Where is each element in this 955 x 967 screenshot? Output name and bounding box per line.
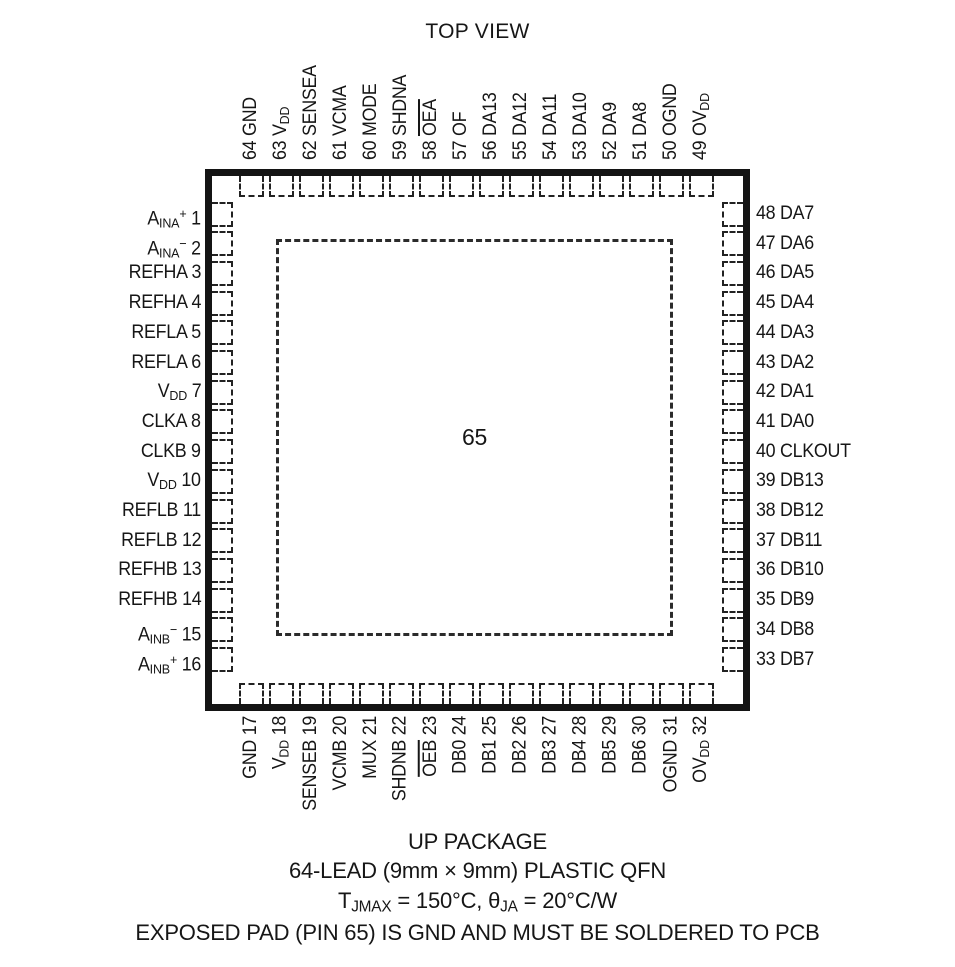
pin-pad-25 (479, 683, 504, 704)
pin-pad-48 (722, 202, 743, 227)
note-package-type: 64-LEAD (9mm × 9mm) PLASTIC QFN (288, 858, 667, 883)
pin-pad-60 (359, 176, 384, 197)
pin-pad-53 (569, 176, 594, 197)
pin-pad-30 (629, 683, 654, 704)
pin-pad-58 (419, 176, 444, 197)
pin-label-60: 60 MODE (360, 83, 381, 160)
pin-label-32: OVDD 32 (690, 716, 712, 783)
pin-pad-13 (212, 558, 233, 583)
pin-pad-61 (329, 176, 354, 197)
pin-pad-12 (212, 528, 233, 553)
pin-label-10: VDD 10 (147, 470, 201, 492)
pin-label-12: REFLB 12 (120, 530, 201, 551)
pin-label-37: 37 DB11 (756, 530, 823, 551)
pin-pad-22 (389, 683, 414, 704)
exposed-pad-number: 65 (462, 424, 487, 450)
pin-label-18: VDD 18 (270, 716, 292, 770)
pin-pad-18 (269, 683, 294, 704)
pin-label-59: 59 SHDNA (390, 74, 411, 160)
pin-pad-35 (722, 588, 743, 613)
pin-label-57: 57 OF (450, 111, 471, 160)
pin-label-17: GND 17 (240, 716, 261, 779)
pin-label-1: AINA+ 1 (147, 206, 201, 231)
pin-pad-24 (449, 683, 474, 704)
pin-pad-62 (299, 176, 324, 197)
pin-pad-38 (722, 499, 743, 524)
pin-pad-64 (239, 176, 264, 197)
diagram-title: TOP VIEW (425, 20, 530, 43)
pin-label-53: 53 DA10 (570, 92, 591, 160)
pin-pad-41 (722, 409, 743, 434)
pin-pad-17 (239, 683, 264, 704)
pin-label-31: OGND 31 (660, 716, 681, 793)
pin-pad-42 (722, 380, 743, 405)
pin-label-51: 51 DA8 (630, 102, 651, 160)
pin-label-39: 39 DB13 (756, 470, 824, 491)
pin-label-19: SENSEB 19 (300, 716, 321, 811)
pin-pad-44 (722, 320, 743, 345)
pin-label-20: VCMB 20 (330, 716, 351, 791)
note-exposed-pad: EXPOSED PAD (PIN 65) IS GND AND MUST BE SOLDERED TO PCB (135, 920, 820, 945)
pin-label-55: 55 DA12 (510, 92, 531, 160)
pin-pad-14 (212, 588, 233, 613)
pin-label-13: REFHB 13 (117, 559, 201, 580)
pin-label-56: 56 DA13 (480, 92, 501, 160)
pin-pad-9 (212, 439, 233, 464)
pin-label-61: 61 VCMA (330, 85, 351, 160)
pin-pad-47 (722, 231, 743, 256)
pin-label-54: 54 DA11 (540, 93, 561, 160)
pin-label-28: DB4 28 (570, 716, 591, 774)
pin-label-25: DB1 25 (480, 716, 501, 774)
pin-label-27: DB3 27 (540, 716, 561, 774)
pin-pad-52 (599, 176, 624, 197)
pin-pad-55 (509, 176, 534, 197)
pin-label-48: 48 DA7 (756, 203, 814, 224)
pin-label-24: DB0 24 (450, 716, 471, 774)
pin-label-21: MUX 21 (360, 716, 381, 779)
pin-pad-3 (212, 261, 233, 286)
pin-label-62: 62 SENSEA (300, 65, 321, 160)
note-package-name: UP PACKAGE (407, 829, 547, 854)
pin-pad-31 (659, 683, 684, 704)
pin-pad-5 (212, 320, 233, 345)
pin-label-6: REFLA 6 (131, 352, 201, 373)
pin-pad-2 (212, 231, 233, 256)
pin-label-43: 43 DA2 (756, 352, 814, 373)
pin-label-30: DB6 30 (630, 716, 651, 774)
pin-pad-59 (389, 176, 414, 197)
pin-pad-27 (539, 683, 564, 704)
pin-label-45: 45 DA4 (756, 292, 814, 313)
pin-pad-23 (419, 683, 444, 704)
pin-pad-11 (212, 499, 233, 524)
pin-pad-51 (629, 176, 654, 197)
pin-label-23: $\overline{OEB}$ 23 (420, 716, 441, 777)
pin-label-34: 34 DB8 (756, 619, 814, 640)
pin-label-50: 50 OGND (660, 83, 681, 160)
pin-pad-8 (212, 409, 233, 434)
pin-label-3: REFHA 3 (128, 262, 201, 283)
pin-label-29: DB5 29 (600, 716, 621, 774)
pin-pad-29 (599, 683, 624, 704)
pin-pad-10 (212, 469, 233, 494)
pin-label-2: AINA− 2 (147, 236, 201, 261)
pin-pad-26 (509, 683, 534, 704)
pin-pad-20 (329, 683, 354, 704)
pin-pad-6 (212, 350, 233, 375)
pin-pad-21 (359, 683, 384, 704)
pin-label-47: 47 DA6 (756, 233, 814, 254)
pin-pad-32 (689, 683, 714, 704)
pin-label-16: AINB+ 16 (137, 652, 201, 677)
pin-pad-34 (722, 617, 743, 642)
pin-label-44: 44 DA3 (756, 322, 814, 343)
pin-label-41: 41 DA0 (756, 411, 814, 432)
pin-pad-43 (722, 350, 743, 375)
pin-pad-28 (569, 683, 594, 704)
pin-pad-46 (722, 261, 743, 286)
pin-label-63: 63 VDD (270, 106, 292, 160)
pin-label-49: 49 OVDD (690, 93, 712, 160)
pin-pad-37 (722, 528, 743, 553)
pin-label-8: CLKA 8 (142, 411, 201, 432)
pin-pad-7 (212, 380, 233, 405)
pin-label-58: 58 $\overline{OEA}$ (420, 99, 441, 160)
pin-label-35: 35 DB9 (756, 589, 814, 610)
pin-label-64: 64 GND (240, 97, 261, 160)
pin-label-46: 46 DA5 (756, 262, 814, 283)
pin-pad-1 (212, 202, 233, 227)
note-thermal-data: TJMAX = 150°C, θJA = 20°C/W (337, 888, 618, 916)
pin-label-40: 40 CLKOUT (756, 441, 851, 462)
pin-pad-39 (722, 469, 743, 494)
pin-label-36: 36 DB10 (756, 559, 824, 580)
pin-label-26: DB2 26 (510, 716, 531, 774)
pin-pad-33 (722, 647, 743, 672)
pin-label-15: AINB− 15 (137, 622, 201, 647)
pin-pad-36 (722, 558, 743, 583)
pin-label-14: REFHB 14 (117, 589, 201, 610)
pin-pad-63 (269, 176, 294, 197)
pin-label-5: REFLA 5 (131, 322, 201, 343)
pin-label-22: SHDNB 22 (390, 716, 411, 802)
pin-label-52: 52 DA9 (600, 102, 621, 160)
pin-label-33: 33 DB7 (756, 649, 814, 670)
pin-pad-19 (299, 683, 324, 704)
pin-pad-56 (479, 176, 504, 197)
pin-label-42: 42 DA1 (756, 381, 814, 402)
pin-pad-50 (659, 176, 684, 197)
pin-pad-4 (212, 291, 233, 316)
pin-pad-45 (722, 291, 743, 316)
pin-label-38: 38 DB12 (756, 500, 824, 521)
pin-label-4: REFHA 4 (128, 292, 201, 313)
pin-label-9: CLKB 9 (141, 441, 201, 462)
pin-pad-49 (689, 176, 714, 197)
pin-pad-57 (449, 176, 474, 197)
pin-pad-15 (212, 617, 233, 642)
pin-pad-16 (212, 647, 233, 672)
pin-label-7: VDD 7 (157, 381, 201, 403)
pin-pad-54 (539, 176, 564, 197)
pin-label-11: REFLB 11 (122, 500, 201, 521)
pin-pad-40 (722, 439, 743, 464)
